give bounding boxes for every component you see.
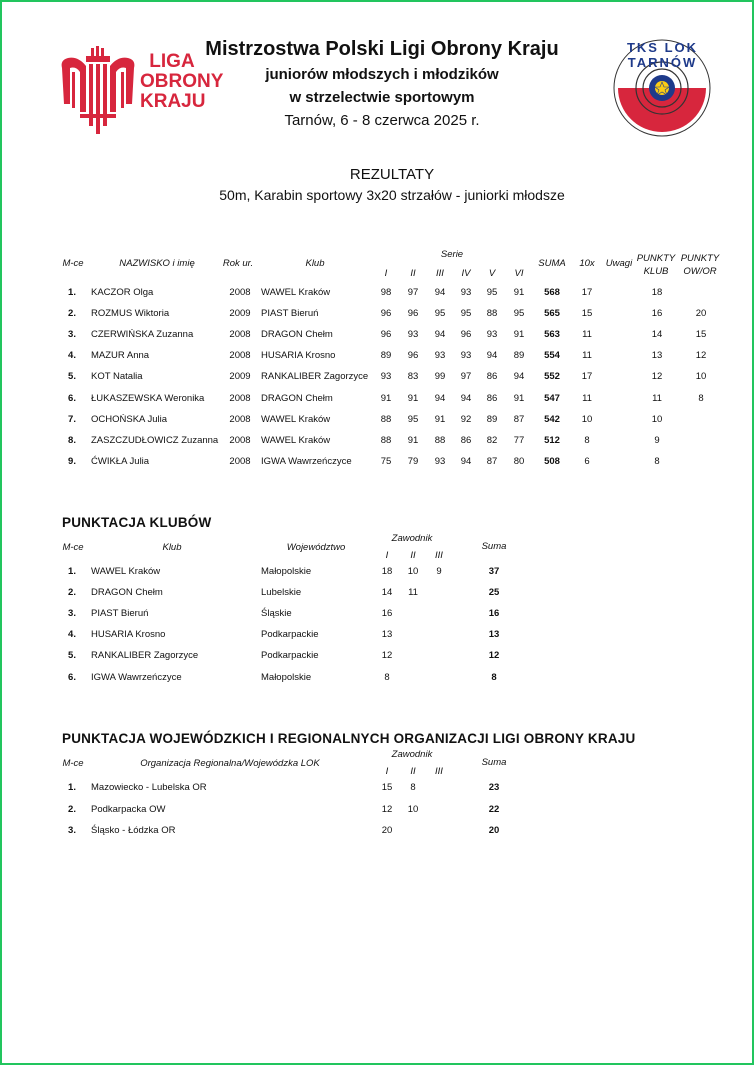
col-header-s1: I	[384, 268, 388, 279]
series-cell: 98	[380, 287, 392, 298]
col-header-s5: V	[488, 268, 496, 279]
regions-header-players: Zawodnik	[391, 749, 433, 760]
col-header-s4: IV	[461, 268, 471, 279]
sum-cell: 23	[488, 782, 500, 793]
club-cell: WAWEL Kraków	[91, 566, 161, 577]
name-cell: MAZUR Anna	[91, 350, 150, 362]
series-cell: 99	[434, 371, 446, 383]
col-header-s2: II	[410, 268, 416, 279]
clubs-header-p3: III	[435, 550, 443, 561]
club-cell: DRAGON Chełm	[261, 392, 333, 404]
series-cell: 83	[407, 371, 419, 383]
points-ow-cell: 8	[698, 392, 704, 404]
player-points-cell: 8	[410, 782, 416, 793]
points-club-cell: 12	[651, 371, 663, 383]
points-club-cell: 11	[652, 392, 662, 404]
sum-cell: 22	[488, 803, 500, 815]
place-cell: 1.	[68, 782, 76, 793]
series-cell: 86	[486, 371, 498, 383]
place-cell: 2.	[68, 803, 76, 815]
region-cell: Śląskie	[261, 608, 292, 620]
player-points-cell: 13	[381, 629, 393, 641]
series-cell: 94	[460, 392, 472, 404]
series-cell: 87	[486, 455, 498, 467]
series-cell: 88	[380, 434, 392, 446]
results-title: REZULTATY	[349, 166, 435, 183]
results-subtitle: 50m, Karabin sportowy 3x20 strzałów - juniorki młodsze	[219, 187, 565, 203]
lok-logo-text: LIGA OBRONY KRAJU	[140, 51, 224, 112]
col-header-points-ow: PUNKTY OW/OR	[680, 253, 720, 277]
clubs-header-region: Województwo	[286, 542, 346, 553]
clubs-header-p1: I	[385, 550, 389, 561]
points-club-cell: 10	[651, 413, 663, 425]
player-points-cell: 12	[381, 803, 393, 815]
regions-title: PUNKTACJA WOJEWÓDZKICH I REGIONALNYCH ORGANIZACJI LIGI OBRONY KRAJU	[62, 731, 636, 746]
club-cell: RANKALIBER Zagorzyce	[261, 371, 369, 383]
clubs-header-place: M-ce	[62, 542, 84, 553]
series-cell: 96	[407, 308, 419, 320]
place-cell: 3.	[68, 825, 76, 836]
clubs-header-players: Zawodnik	[391, 533, 433, 544]
sum-cell: 20	[488, 825, 500, 836]
year-cell: 2008	[229, 434, 251, 446]
series-cell: 93	[460, 350, 472, 362]
club-cell: PIAST Bieruń	[261, 308, 319, 320]
sum-cell: 16	[488, 608, 500, 620]
series-cell: 91	[407, 434, 419, 446]
region-cell: Małopolskie	[261, 671, 312, 683]
series-cell: 94	[460, 455, 472, 467]
tens-cell: 17	[581, 287, 593, 298]
series-cell: 92	[460, 413, 472, 425]
place-date: Tarnów, 6 - 8 czerwca 2025 r.	[284, 112, 480, 129]
points-ow-cell: 10	[695, 371, 707, 383]
series-cell: 86	[460, 434, 472, 446]
place-cell: 6.	[68, 671, 76, 683]
place-cell: 1.	[68, 287, 76, 298]
series-cell: 96	[380, 329, 392, 341]
regions-header-place: M-ce	[62, 758, 84, 769]
year-cell: 2008	[229, 455, 251, 467]
series-cell: 91	[380, 392, 392, 404]
place-cell: 6.	[68, 392, 76, 404]
points-club-cell: 18	[651, 287, 663, 298]
place-cell: 3.	[68, 608, 76, 620]
place-cell: 3.	[68, 329, 76, 341]
tens-cell: 11	[582, 350, 592, 362]
club-cell: HUSARIA Krosno	[261, 350, 336, 362]
col-header-club: Klub	[305, 258, 325, 269]
clubs-header-sum: Suma	[481, 541, 507, 552]
points-ow-cell: 15	[695, 329, 707, 341]
series-cell: 97	[407, 287, 419, 298]
club-cell: HUSARIA Krosno	[91, 629, 166, 641]
series-cell: 88	[380, 413, 392, 425]
org-cell: Podkarpacka OW	[91, 803, 166, 815]
player-points-cell: 12	[381, 650, 393, 662]
tens-cell: 8	[584, 434, 590, 446]
region-cell: Podkarpackie	[261, 629, 319, 641]
place-cell: 5.	[68, 650, 76, 662]
region-cell: Lubelskie	[261, 587, 302, 599]
series-cell: 94	[486, 350, 498, 362]
name-cell: ZASZCZUDŁOWICZ Zuzanna	[91, 434, 219, 446]
series-cell: 94	[513, 371, 525, 383]
name-cell: ROZMUS Wiktoria	[91, 308, 170, 320]
series-cell: 93	[434, 455, 446, 467]
series-cell: 93	[407, 329, 419, 341]
regions-header-p1: I	[385, 766, 389, 777]
player-points-cell: 11	[408, 587, 418, 599]
tens-cell: 15	[581, 308, 593, 320]
place-cell: 4.	[68, 629, 76, 641]
regions-header-p3: III	[435, 766, 443, 777]
place-cell: 4.	[68, 350, 76, 362]
player-points-cell: 14	[381, 587, 393, 599]
year-cell: 2009	[229, 308, 251, 320]
sum-cell: 512	[544, 434, 560, 446]
series-cell: 95	[513, 308, 525, 320]
page-subtitle-1: juniorów młodszych i młodzików	[265, 66, 499, 83]
club-cell: WAWEL Kraków	[261, 413, 331, 425]
place-cell: 9.	[68, 455, 76, 467]
col-header-sum: SUMA	[538, 258, 566, 269]
series-cell: 79	[407, 455, 419, 467]
tens-cell: 6	[584, 455, 590, 467]
series-cell: 94	[434, 287, 446, 298]
series-cell: 91	[434, 413, 446, 425]
series-cell: 88	[434, 434, 446, 446]
player-points-cell: 15	[381, 782, 393, 793]
name-cell: KOT Natalia	[91, 371, 143, 383]
series-cell: 89	[486, 413, 498, 425]
series-cell: 96	[460, 329, 472, 341]
col-header-year: Rok ur.	[222, 258, 254, 269]
points-club-cell: 9	[654, 434, 660, 446]
regions-header-org: Organizacja Regionalna/Wojewódzka LOK	[140, 758, 320, 769]
year-cell: 2009	[229, 371, 251, 383]
series-cell: 91	[513, 392, 525, 404]
series-cell: 89	[380, 350, 392, 362]
series-cell: 93	[460, 287, 472, 298]
region-cell: Małopolskie	[261, 566, 312, 577]
series-cell: 88	[486, 308, 498, 320]
tens-cell: 11	[582, 392, 592, 404]
name-cell: CZERWIŃSKA Zuzanna	[91, 329, 194, 341]
points-club-cell: 13	[651, 350, 663, 362]
col-header-tens: 10x	[579, 258, 595, 269]
sum-cell: 37	[488, 566, 500, 577]
sum-cell: 8	[491, 671, 497, 683]
sum-cell: 12	[488, 650, 500, 662]
name-cell: KACZOR Olga	[91, 287, 154, 298]
series-cell: 93	[380, 371, 392, 383]
club-cell: DRAGON Chełm	[261, 329, 333, 341]
year-cell: 2008	[229, 350, 251, 362]
year-cell: 2008	[229, 287, 251, 298]
player-points-cell: 9	[436, 566, 442, 577]
sum-cell: 563	[544, 329, 560, 341]
series-cell: 95	[486, 287, 498, 298]
club-cell: RANKALIBER Zagorzyce	[91, 650, 199, 662]
org-cell: Mazowiecko - Lubelska OR	[91, 782, 207, 793]
sum-cell: 13	[488, 629, 500, 641]
club-cell: PIAST Bieruń	[91, 608, 149, 620]
place-cell: 7.	[68, 413, 76, 425]
club-cell: IGWA Wawrzeńczyce	[91, 671, 182, 683]
club-cell: DRAGON Chełm	[91, 587, 163, 599]
series-cell: 97	[460, 371, 472, 383]
series-cell: 77	[513, 434, 525, 446]
page-subtitle-2: w strzelectwie sportowym	[289, 89, 475, 106]
tens-cell: 11	[582, 329, 592, 341]
series-cell: 96	[380, 308, 392, 320]
series-cell: 89	[513, 350, 525, 362]
points-ow-cell: 12	[695, 350, 707, 362]
series-cell: 93	[486, 329, 498, 341]
points-ow-cell: 20	[695, 308, 707, 320]
name-cell: OCHOŃSKA Julia	[91, 413, 168, 425]
tks-lok-logo	[610, 36, 715, 141]
sum-cell: 552	[544, 371, 560, 383]
club-cell: IGWA Wawrzeńczyce	[261, 455, 352, 467]
player-points-cell: 10	[407, 566, 419, 577]
clubs-title: PUNKTACJA KLUBÓW	[62, 515, 212, 530]
series-cell: 93	[434, 350, 446, 362]
year-cell: 2008	[229, 329, 251, 341]
regions-header-p2: II	[410, 766, 416, 777]
sum-cell: 565	[544, 308, 560, 320]
name-cell: ŁUKASZEWSKA Weronika	[91, 392, 205, 404]
sum-cell: 554	[544, 350, 560, 362]
series-cell: 75	[380, 455, 392, 467]
col-header-notes: Uwagi	[605, 258, 633, 269]
club-cell: WAWEL Kraków	[261, 287, 331, 298]
player-points-cell: 18	[381, 566, 393, 577]
series-cell: 91	[513, 287, 525, 298]
year-cell: 2008	[229, 392, 251, 404]
tens-cell: 10	[581, 413, 593, 425]
points-club-cell: 14	[651, 329, 663, 341]
page-title: Mistrzostwa Polski Ligi Obrony Kraju	[205, 38, 559, 60]
place-cell: 2.	[68, 587, 76, 599]
col-header-place: M-ce	[62, 258, 84, 269]
col-header-series: Serie	[440, 249, 464, 260]
place-cell: 1.	[68, 566, 76, 577]
series-cell: 91	[513, 329, 525, 341]
series-cell: 95	[434, 308, 446, 320]
region-cell: Podkarpackie	[261, 650, 319, 662]
col-header-name: NAZWISKO i imię	[119, 258, 195, 269]
series-cell: 91	[407, 392, 419, 404]
club-cell: WAWEL Kraków	[261, 434, 331, 446]
sum-cell: 508	[544, 455, 560, 467]
player-points-cell: 8	[384, 671, 390, 683]
sum-cell: 568	[544, 287, 560, 298]
name-cell: ĆWIKŁA Julia	[91, 455, 150, 467]
player-points-cell: 20	[381, 825, 393, 836]
sum-cell: 547	[544, 392, 560, 404]
series-cell: 94	[434, 392, 446, 404]
points-club-cell: 8	[654, 455, 660, 467]
series-cell: 95	[407, 413, 419, 425]
tks-lok-logo-text: TKS LOK TARNÓW	[626, 40, 699, 70]
regions-header-sum: Suma	[481, 757, 507, 768]
series-cell: 96	[407, 350, 419, 362]
year-cell: 2008	[229, 413, 251, 425]
clubs-header-p2: II	[410, 550, 416, 561]
series-cell: 94	[434, 329, 446, 341]
series-cell: 80	[513, 455, 525, 467]
series-cell: 95	[460, 308, 472, 320]
player-points-cell: 10	[407, 803, 419, 815]
place-cell: 2.	[68, 308, 76, 320]
place-cell: 5.	[68, 371, 76, 383]
sum-cell: 25	[488, 587, 500, 599]
points-club-cell: 16	[651, 308, 663, 320]
player-points-cell: 16	[381, 608, 393, 620]
col-header-points-club: PUNKTY KLUB	[636, 253, 676, 277]
col-header-s6: VI	[514, 268, 524, 279]
tens-cell: 17	[581, 371, 593, 383]
clubs-header-club: Klub	[162, 542, 182, 553]
series-cell: 86	[486, 392, 498, 404]
series-cell: 82	[486, 434, 498, 446]
place-cell: 8.	[68, 434, 76, 446]
series-cell: 87	[513, 413, 525, 425]
sum-cell: 542	[544, 413, 560, 425]
org-cell: Śląsko - Łódzka OR	[91, 825, 176, 836]
col-header-s3: III	[436, 268, 444, 279]
